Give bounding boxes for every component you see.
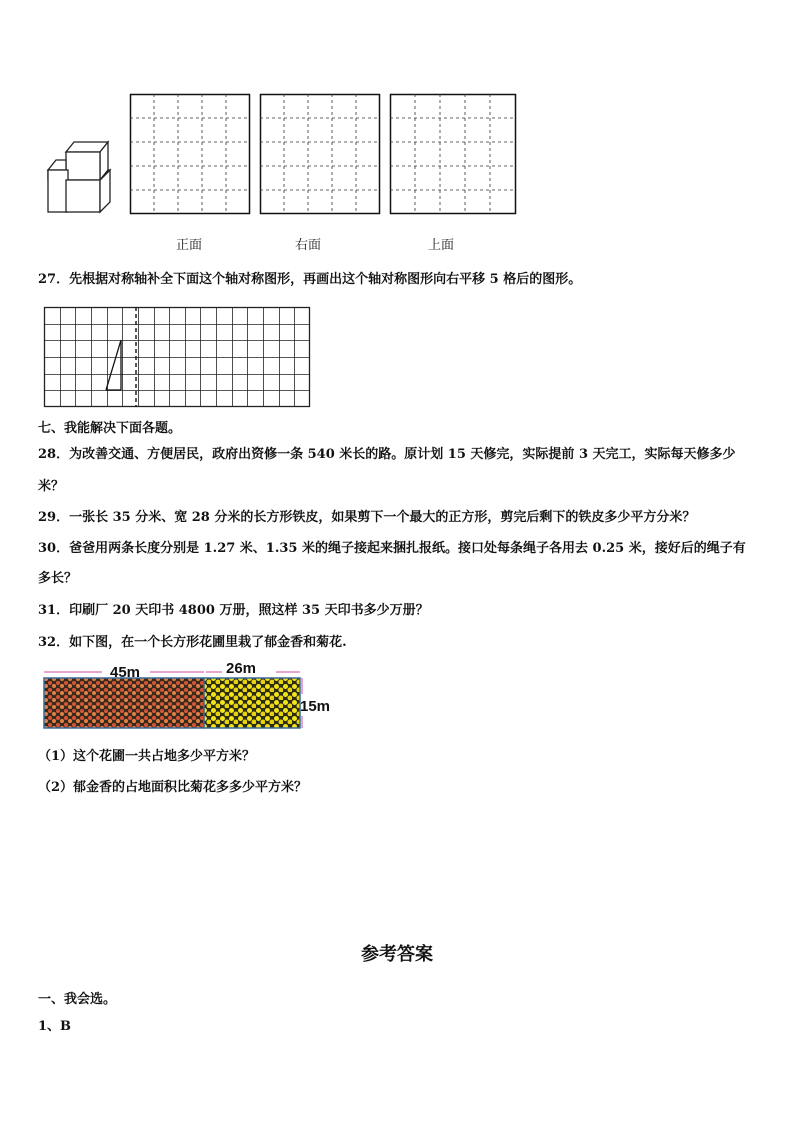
grid-front: [130, 94, 250, 214]
view-label-front: 正面: [176, 238, 203, 253]
view-label-top: 上面: [428, 238, 455, 253]
grid-right: [260, 94, 380, 214]
chrysanthemum-length-label: 26m: [226, 660, 257, 677]
question-30-line1: 30．爸爸用两条长度分别是 1.27 米、1.35 米的绳子接起来捆扎报纸。接口处每条绳子各用去 0.25 米，接好后的绳子有: [38, 541, 746, 556]
grid-top: [390, 94, 516, 214]
question-29: 29．一张长 35 分米、宽 28 分米的长方形铁皮，如果剪下一个最大的正方形，剪完后剩下的铁皮多少平方分米？: [38, 510, 696, 525]
view-label-right: 右面: [295, 238, 322, 253]
tulip-length-label: 45m: [110, 664, 141, 681]
answers-section-1: 一、我会选。: [38, 992, 117, 1007]
answers-title: 参考答案: [361, 944, 433, 965]
question-30-line2: 多长？: [38, 571, 78, 586]
question-32-sub1: （1）这个花圃一共占地多少平方米？: [38, 749, 256, 764]
question-32-sub2: （2）郁金香的占地面积比菊花多多少平方米？: [38, 780, 308, 795]
cube-stack-figure: [44, 138, 134, 218]
question-27: 27．先根据对称轴补全下面这个轴对称图形，再画出这个轴对称图形向右平移 5 格后的图形。: [38, 272, 582, 287]
question-28-line2: 米？: [38, 479, 65, 494]
answer-1: 1、B: [38, 1019, 72, 1034]
question-31: 31．印刷厂 20 天印书 4800 万册，照这样 35 天印书多少万册？: [38, 603, 429, 618]
width-label: 15m: [300, 698, 331, 715]
question-28-line1: 28．为改善交通、方便居民，政府出资修一条 540 米长的路。原计划 15 天修完，实际提前 3 天完工，实际每天修多少: [38, 447, 736, 462]
question-32: 32．如下图，在一个长方形花圃里栽了郁金香和菊花.: [38, 635, 347, 650]
section-7-heading: 七、我能解决下面各题。: [38, 421, 182, 436]
symmetry-grid: [44, 307, 310, 407]
garden-figure: [40, 660, 340, 732]
